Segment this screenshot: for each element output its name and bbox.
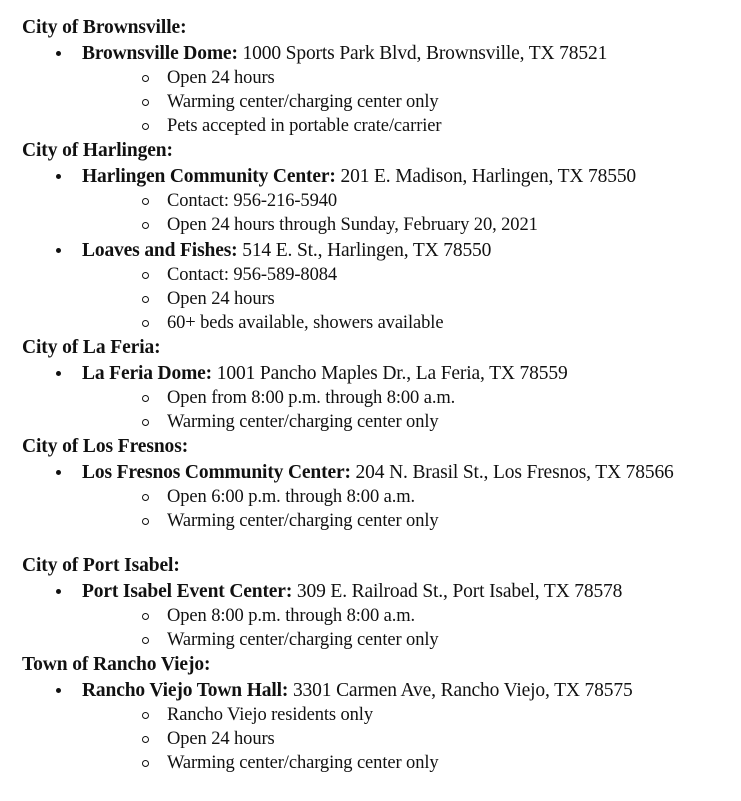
facility-item — [22, 460, 731, 533]
facility-detail-text: Open 24 hours through Sunday, February 20, 2021 — [167, 215, 538, 235]
facility-address: 1001 Pancho Maples Dr., La Feria, TX 78559 — [216, 363, 568, 384]
facility-detail-item — [82, 114, 731, 138]
facility-detail-text: Rancho Viejo residents only — [167, 705, 373, 725]
bullet-circle-icon — [142, 320, 149, 327]
bullet-circle-icon — [142, 222, 149, 229]
facility-detail-item — [82, 263, 731, 287]
bullet-circle-icon — [142, 419, 149, 426]
facility-detail-item — [82, 628, 731, 652]
bullet-disc-icon — [56, 371, 61, 376]
facility-item — [22, 41, 731, 138]
facility-detail-list — [82, 604, 731, 652]
facility-line — [82, 238, 731, 263]
facility-list — [22, 579, 731, 652]
bullet-disc-icon — [56, 51, 61, 56]
facility-detail-item — [82, 189, 731, 213]
facility-detail-item — [82, 703, 731, 727]
bullet-circle-icon — [142, 75, 149, 82]
bullet-circle-icon — [142, 760, 149, 767]
facility-line — [82, 164, 731, 189]
facility-detail-item — [82, 751, 731, 775]
facility-detail-text: Open from 8:00 p.m. through 8:00 a.m. — [167, 388, 456, 408]
bullet-circle-icon — [142, 712, 149, 719]
facility-detail-text: Open 24 hours — [167, 68, 275, 88]
city-section-heading: Town of Rancho Viejo: — [22, 654, 211, 675]
facility-detail-list — [82, 386, 731, 434]
bullet-circle-icon — [142, 736, 149, 743]
facility-list — [22, 361, 731, 434]
bullet-circle-icon — [142, 123, 149, 130]
facility-detail-item — [82, 287, 731, 311]
city-section-heading: City of Port Isabel: — [22, 555, 180, 576]
facility-address: 201 E. Madison, Harlingen, TX 78550 — [340, 166, 637, 187]
facility-name: Brownsville Dome: — [82, 43, 238, 64]
facility-detail-item — [82, 386, 731, 410]
facility-list — [22, 164, 731, 335]
facility-detail-text: Warming center/charging center only — [167, 753, 439, 773]
facility-detail-item — [82, 213, 731, 237]
bullet-disc-icon — [56, 688, 61, 693]
facility-list — [22, 41, 731, 138]
city-section-heading: City of Harlingen: — [22, 140, 173, 161]
bullet-circle-icon — [142, 272, 149, 279]
city-section-heading: City of Los Fresnos: — [22, 436, 189, 457]
facility-detail-text: 60+ beds available, showers available — [167, 313, 444, 333]
facility-detail-list — [82, 66, 731, 138]
city-section-heading: City of Brownsville: — [22, 17, 187, 38]
facility-detail-item — [82, 604, 731, 628]
bullet-circle-icon — [142, 613, 149, 620]
facility-detail-text: Pets accepted in portable crate/carrier — [167, 116, 442, 136]
facility-line — [82, 460, 731, 485]
facility-list — [22, 460, 731, 533]
facility-address: 514 E. St., Harlingen, TX 78550 — [242, 240, 492, 261]
city-section — [22, 554, 731, 652]
facility-item — [22, 238, 731, 335]
facility-detail-item — [82, 311, 731, 335]
bullet-circle-icon — [142, 198, 149, 205]
facility-detail-text: Warming center/charging center only — [167, 412, 439, 432]
facility-name: Loaves and Fishes: — [82, 240, 238, 261]
facility-name: Rancho Viejo Town Hall: — [82, 680, 289, 701]
facility-detail-item — [82, 90, 731, 114]
facility-line — [82, 579, 731, 604]
facility-detail-item — [82, 485, 731, 509]
bullet-disc-icon — [56, 248, 61, 253]
facility-detail-text: Open 8:00 p.m. through 8:00 a.m. — [167, 606, 416, 626]
bullet-disc-icon — [56, 174, 61, 179]
bullet-circle-icon — [142, 296, 149, 303]
facility-line — [82, 361, 731, 386]
facility-detail-list — [82, 703, 731, 775]
facility-detail-item — [82, 509, 731, 533]
city-section — [22, 435, 731, 533]
bullet-circle-icon — [142, 518, 149, 525]
facility-detail-item — [82, 410, 731, 434]
facility-detail-text: Contact: 956-589-8084 — [167, 265, 338, 285]
bullet-circle-icon — [142, 494, 149, 501]
facility-detail-text: Warming center/charging center only — [167, 511, 439, 531]
city-section — [22, 139, 731, 335]
bullet-disc-icon — [56, 470, 61, 475]
facility-list — [22, 678, 731, 775]
facility-detail-text: Open 6:00 p.m. through 8:00 a.m. — [167, 487, 416, 507]
facility-address: 309 E. Railroad St., Port Isabel, TX 78578 — [296, 581, 623, 602]
facility-detail-text: Warming center/charging center only — [167, 92, 439, 112]
facility-detail-list — [82, 485, 731, 533]
facility-address: 1000 Sports Park Blvd, Brownsville, TX 78521 — [242, 43, 608, 64]
facility-name: Los Fresnos Community Center: — [82, 462, 351, 483]
facility-detail-list — [82, 263, 731, 335]
bullet-circle-icon — [142, 99, 149, 106]
city-section — [22, 16, 731, 138]
facility-detail-list — [82, 189, 731, 237]
facility-name: Harlingen Community Center: — [82, 166, 336, 187]
facility-line — [82, 678, 731, 703]
facility-item — [22, 579, 731, 652]
city-section-heading: City of La Feria: — [22, 337, 161, 358]
facility-detail-item — [82, 66, 731, 90]
bullet-circle-icon — [142, 395, 149, 402]
facility-item — [22, 678, 731, 775]
facility-detail-text: Warming center/charging center only — [167, 630, 439, 650]
bullet-circle-icon — [142, 637, 149, 644]
bullet-disc-icon — [56, 589, 61, 594]
facility-address: 204 N. Brasil St., Los Fresnos, TX 78566 — [355, 462, 674, 483]
facility-address: 3301 Carmen Ave, Rancho Viejo, TX 78575 — [292, 680, 633, 701]
facility-name: Port Isabel Event Center: — [82, 581, 293, 602]
facility-detail-text: Open 24 hours — [167, 289, 275, 309]
facility-detail-item — [82, 727, 731, 751]
facility-name: La Feria Dome: — [82, 363, 213, 384]
facility-item — [22, 164, 731, 237]
city-section — [22, 653, 731, 775]
facility-line — [82, 41, 731, 66]
facility-detail-text: Open 24 hours — [167, 729, 275, 749]
facility-detail-text: Contact: 956-216-5940 — [167, 191, 338, 211]
facility-item — [22, 361, 731, 434]
city-section — [22, 336, 731, 434]
